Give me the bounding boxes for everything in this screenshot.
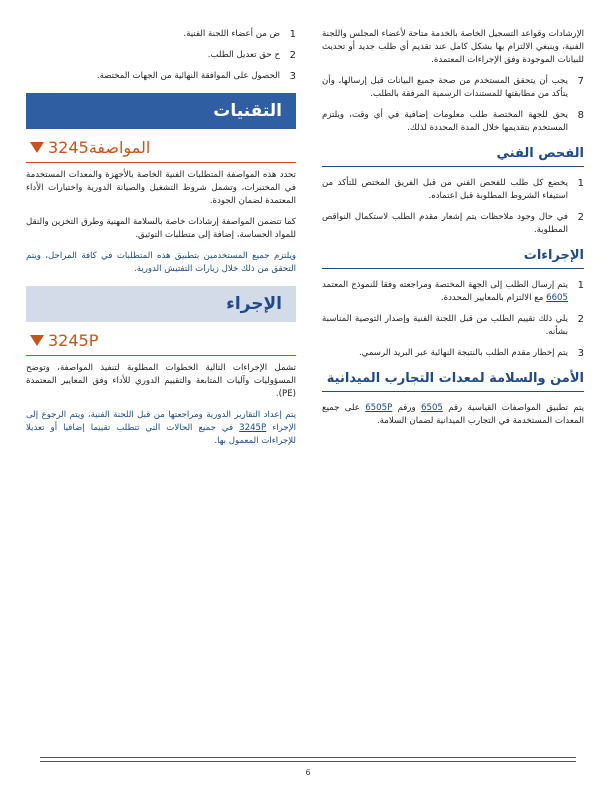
item-text: يخضع كل طلب للفحص الفني من قبل الفريق المختص للتأكد من استيفاء الشروط المطلوبة قبل اعتماده. (322, 178, 568, 201)
list-item (322, 347, 584, 360)
item-text: يلي ذلك تقييم الطلب من قبل اللجنة الفنية وإصدار التوصية المناسبة بشأنه. (322, 314, 568, 337)
procedure-text-post: في جميع الحالات التي تتطلب تقييما إضافيا أو تعديلا للإجراءات المعمول بها. (26, 423, 296, 446)
section-rule (322, 391, 584, 392)
subheading-rule (26, 162, 296, 163)
standard-link-6505[interactable]: 6505 (421, 403, 443, 413)
triangle-marker-icon (30, 142, 44, 153)
footer-rule (40, 757, 576, 758)
safety-text-mid: ورقم (397, 403, 416, 413)
left-column (26, 28, 296, 456)
item-number: 1 (289, 29, 296, 40)
list-item (322, 177, 584, 203)
list-item (322, 75, 584, 101)
top-list (26, 28, 296, 83)
item-text: الحصول على الموافقة النهائية من الجهات المختصة. (96, 71, 280, 81)
section-heading-procedures: الإجراءات (523, 248, 584, 263)
standard-paragraph: تحدد هذه المواصفة المتطلبات الفنية الخاصة بالأجهزة والمعدات المستخدمة في المختبرات، وتشمل شروط التشغيل والصيانة الدورية واختبارات الأداء المعتمدة لضمان الجودة. (26, 170, 296, 206)
item-number: 2 (577, 212, 584, 223)
safety-text-pre: يتم تطبيق المواصفات القياسية رقم (448, 403, 585, 413)
section-rule (322, 268, 584, 269)
list-item (322, 313, 584, 339)
item-text-after: مع الالتزام بالمعايير المحددة. (440, 293, 544, 303)
section-heading-safety: الأمن والسلامة لمعدات التجارب الميدانية (326, 371, 584, 386)
procedure-text-pre: يتم إعداد التقارير الدورية ومراجعتها من قبل اللجنة الفنية، ويتم الرجوع إلى الإجراء (26, 410, 296, 433)
list-item (322, 109, 584, 135)
right-column (322, 28, 584, 436)
section-banner-techniques: التقنيات (26, 93, 296, 129)
technical-check-list (322, 177, 584, 237)
item-number: 1 (577, 178, 584, 189)
procedure-subheading (26, 330, 296, 352)
procedure-link[interactable]: 3245P (239, 423, 267, 433)
item-number: 3 (289, 71, 296, 82)
procedure-code: 3245P (48, 331, 99, 350)
footer-rule (40, 761, 576, 762)
subheading-rule (26, 355, 296, 356)
safety-paragraph (322, 402, 584, 428)
item-text: يحق للجهة المختصة طلب معلومات إضافية في أي وقت، ويلتزم المستخدم بتقديمها خلال المدة المحددة لذلك. (322, 110, 568, 133)
item-number: 3 (577, 348, 584, 359)
item-number: 2 (289, 50, 296, 61)
list-item (322, 279, 584, 305)
standard-link-6505p[interactable]: 6505P (365, 403, 393, 413)
intro-paragraph: الإرشادات وقواعد التسجيل الخاصة بالخدمة متاحة لأعضاء المجلس واللجنة الفنية، وينبغي الالتزام بها بشكل كامل عند تقديم أي طلب جديد أو تحديث للبيانات الموجودة وفق الإجراءات المعتمدة. (322, 29, 584, 65)
section-heading-technical-check: الفحص الفني (496, 146, 584, 161)
list-item (26, 49, 296, 62)
procedure-paragraph-highlight (26, 409, 296, 448)
procedures-list (322, 279, 584, 360)
item-number: 1 (577, 280, 584, 291)
standard-paragraph-highlight: ويلتزم جميع المستخدمين بتطبيق هذه المتطلبات في كافة المراحل، ويتم التحقق من ذلك خلال زيارات التفتيش الدورية. (26, 251, 296, 274)
item-text: يتم إخطار مقدم الطلب بالنتيجة النهائية عبر البريد الرسمي. (358, 348, 568, 358)
triangle-marker-icon (30, 335, 44, 346)
item-number: 8 (577, 110, 584, 121)
rules-list (322, 75, 584, 135)
item-number: 2 (577, 314, 584, 325)
section-banner-procedure: الإجراء (26, 286, 296, 322)
standard-paragraph: كما تتضمن المواصفة إرشادات خاصة بالسلامة المهنية وطرق التخزين والنقل للمواد الحساسة، إضافة إلى متطلبات التوثيق. (26, 217, 296, 240)
item-number: 7 (577, 76, 584, 87)
standard-code: 3245المواصفة (48, 138, 151, 157)
item-text: يجب أن يتحقق المستخدم من صحة جميع البيانات قبل إرسالها، وأن يتأكد من مطابقتها للمستندات الرسمية المرفقة بالطلب. (322, 76, 568, 99)
page-number: 6 (305, 768, 311, 777)
section-rule (322, 166, 584, 167)
item-text: ض من أعضاء اللجنة الفنية. (183, 29, 280, 39)
list-item (26, 70, 296, 83)
item-text: يتم إرسال الطلب إلى الجهة المختصة ومراجعته وفقا للنموذج المعتمد (322, 280, 568, 290)
item-text: في حال وجود ملاحظات يتم إشعار مقدم الطلب لاستكمال النواقص المطلوبة. (322, 212, 568, 235)
procedure-paragraph: تشمل الإجراءات التالية الخطوات المطلوبة لتنفيذ المواصفة، وتوضح المسؤوليات وآليات المتابعة والتقييم الدوري للأداء وفق المعايير المعتمدة (PE). (26, 363, 296, 399)
list-item (322, 211, 584, 237)
safety-text-post: على جميع المعدات المستخدمة في التجارب الميدانية لضمان السلامة. (322, 403, 584, 426)
list-item (26, 28, 296, 41)
standard-link[interactable]: 6605 (546, 293, 568, 303)
item-text: ح حق تعديل الطلب. (207, 50, 280, 60)
standard-subheading (26, 137, 296, 159)
